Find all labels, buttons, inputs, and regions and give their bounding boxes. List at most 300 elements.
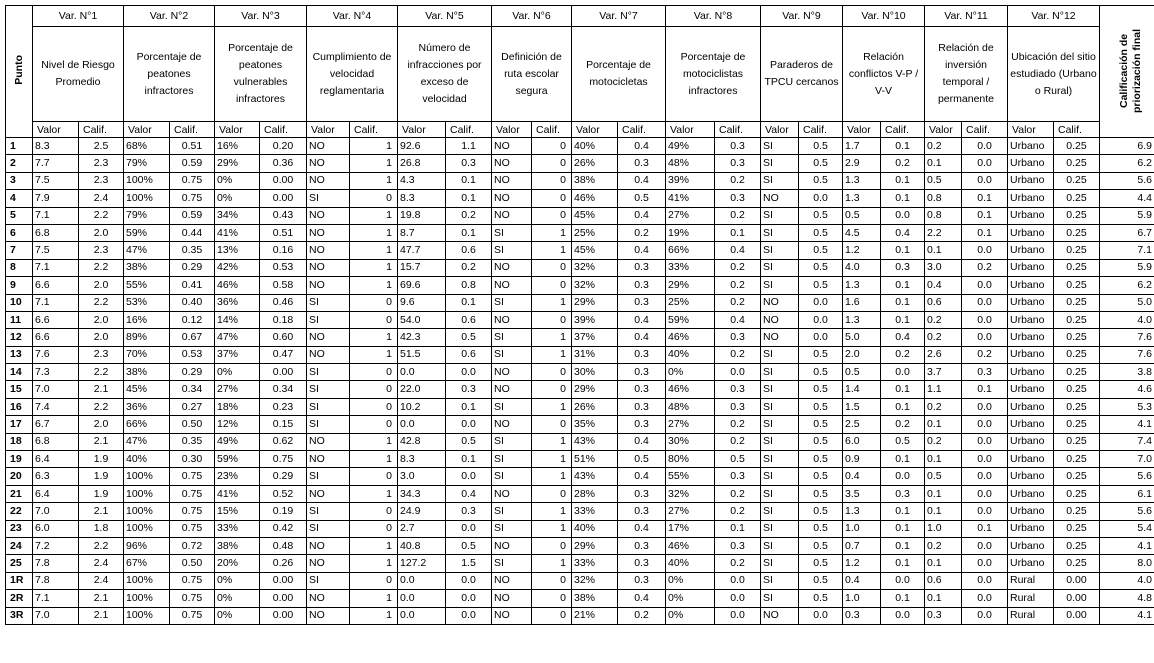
valor-cell: SI (307, 294, 350, 311)
calif-cell: 0 (350, 190, 398, 207)
valor-cell: 1.6 (843, 294, 881, 311)
var-description-8: Porcentaje de motociclistas infractores (666, 27, 761, 122)
valor-cell: 1.4 (843, 381, 881, 398)
valor-subheader: Valor (761, 122, 799, 138)
valor-cell: SI (761, 537, 799, 554)
calif-cell: 0.1 (881, 190, 925, 207)
valor-cell: NO (492, 155, 532, 172)
table-row (6, 590, 1154, 607)
valor-cell: 34.3 (398, 485, 446, 502)
table-row (6, 416, 1154, 433)
valor-cell: SI (761, 259, 799, 276)
var-description-1: Nivel de Riesgo Promedio (33, 27, 124, 122)
calif-cell: 0.5 (799, 537, 843, 554)
valor-cell: 10.2 (398, 398, 446, 415)
calif-cell: 0.5 (881, 433, 925, 450)
calif-cell: 1 (350, 590, 398, 607)
calif-cell: 0.3 (618, 416, 666, 433)
calif-cell: 0 (350, 294, 398, 311)
table-row (6, 398, 1154, 415)
var-header-3: Var. N°3 (215, 6, 307, 27)
punto-cell: 24 (6, 537, 33, 554)
calif-cell: 0.75 (170, 590, 215, 607)
valor-cell: NO (307, 277, 350, 294)
calif-cell: 0.4 (618, 329, 666, 346)
calif-cell: 0 (532, 190, 572, 207)
final-score-cell: 5.6 (1100, 503, 1154, 520)
calif-cell: 0.4 (618, 138, 666, 155)
valor-cell: 1.0 (843, 520, 881, 537)
var-header-6: Var. N°6 (492, 6, 572, 27)
valor-cell: NO (492, 485, 532, 502)
valor-cell: SI (761, 224, 799, 241)
calif-cell: 0.0 (881, 607, 925, 624)
calif-cell: 0.0 (799, 311, 843, 328)
calif-cell: 0.4 (618, 468, 666, 485)
valor-cell: Urbano (1008, 311, 1054, 328)
final-score-cell: 7.4 (1100, 433, 1154, 450)
table-row (6, 224, 1154, 241)
calif-cell: 0.25 (1054, 277, 1100, 294)
valor-cell: NO (307, 485, 350, 502)
var-description-2: Porcentaje de peatones infractores (124, 27, 215, 122)
table-row (6, 329, 1154, 346)
calif-cell: 0.75 (170, 190, 215, 207)
valor-cell: NO (307, 537, 350, 554)
calif-cell: 0.2 (446, 259, 492, 276)
table-row (6, 242, 1154, 259)
calif-cell: 0.25 (1054, 520, 1100, 537)
table-row (6, 311, 1154, 328)
final-score-cell: 7.6 (1100, 346, 1154, 363)
calif-cell: 2.1 (79, 381, 124, 398)
valor-cell: 100% (124, 520, 170, 537)
valor-cell: 39% (572, 311, 618, 328)
valor-cell: SI (761, 590, 799, 607)
var-header-2: Var. N°2 (124, 6, 215, 27)
calif-cell: 0.5 (799, 485, 843, 502)
valor-cell: 0.2 (925, 433, 962, 450)
valor-cell: Urbano (1008, 190, 1054, 207)
calif-cell: 2.1 (79, 503, 124, 520)
valor-cell: 0.8 (925, 207, 962, 224)
calif-cell: 0.8 (446, 277, 492, 294)
table-row (6, 555, 1154, 572)
calif-cell: 0.5 (799, 155, 843, 172)
calif-cell: 0.75 (170, 468, 215, 485)
calif-cell: 2.3 (79, 155, 124, 172)
calif-cell: 0.3 (715, 381, 761, 398)
valor-cell: Urbano (1008, 503, 1054, 520)
punto-cell: 23 (6, 520, 33, 537)
valor-cell: 100% (124, 503, 170, 520)
table-row (6, 607, 1154, 624)
valor-cell: NO (307, 451, 350, 468)
final-score-cell: 3.8 (1100, 364, 1154, 381)
calif-cell: 1 (532, 346, 572, 363)
valor-cell: 0.6 (925, 294, 962, 311)
prioritization-table (5, 5, 1154, 625)
calif-cell: 0.5 (799, 224, 843, 241)
calif-cell: 2.3 (79, 242, 124, 259)
calif-cell: 0.6 (446, 346, 492, 363)
calif-cell: 0.25 (1054, 138, 1100, 155)
final-score-cell: 5.3 (1100, 398, 1154, 415)
valor-cell: 25% (572, 224, 618, 241)
valor-cell: 0.2 (925, 138, 962, 155)
calif-cell: 0.15 (260, 416, 307, 433)
calif-cell: 0.4 (618, 242, 666, 259)
final-score-cell: 7.1 (1100, 242, 1154, 259)
var-header-12: Var. N°12 (1008, 6, 1100, 27)
calif-cell: 0.5 (799, 416, 843, 433)
valor-cell: SI (492, 433, 532, 450)
valor-cell: NO (761, 294, 799, 311)
final-score-cell: 6.2 (1100, 155, 1154, 172)
calif-cell: 0.23 (260, 398, 307, 415)
calif-cell: 0.0 (715, 364, 761, 381)
calif-subheader: Calif. (715, 122, 761, 138)
calif-cell: 0.25 (1054, 555, 1100, 572)
valor-cell: Urbano (1008, 520, 1054, 537)
calif-cell: 0.75 (170, 485, 215, 502)
valor-cell: 34% (215, 207, 260, 224)
calif-cell: 0 (532, 381, 572, 398)
punto-cell: 2R (6, 590, 33, 607)
valor-cell: 47.7 (398, 242, 446, 259)
table-row (6, 485, 1154, 502)
punto-cell: 21 (6, 485, 33, 502)
var-header-7: Var. N°7 (572, 6, 666, 27)
valor-cell: SI (307, 416, 350, 433)
calif-cell: 1 (350, 259, 398, 276)
punto-cell: 14 (6, 364, 33, 381)
punto-cell: 3 (6, 172, 33, 189)
valor-cell: 41% (666, 190, 715, 207)
punto-cell: 2 (6, 155, 33, 172)
var-description-5: Número de infracciones por exceso de velocidad (398, 27, 492, 122)
valor-cell: 0.3 (925, 607, 962, 624)
calif-cell: 0.0 (962, 503, 1008, 520)
final-score-cell: 4.0 (1100, 572, 1154, 589)
calif-subheader: Calif. (618, 122, 666, 138)
valor-cell: 7.3 (33, 364, 79, 381)
valor-cell: 0.0 (398, 590, 446, 607)
valor-cell: 4.3 (398, 172, 446, 189)
valor-cell: NO (307, 155, 350, 172)
calif-cell: 0.1 (446, 172, 492, 189)
punto-cell: 11 (6, 311, 33, 328)
calif-cell: 0.0 (446, 468, 492, 485)
calif-cell: 0.0 (446, 572, 492, 589)
calif-cell: 1.9 (79, 451, 124, 468)
calif-cell: 0.2 (715, 555, 761, 572)
valor-subheader: Valor (307, 122, 350, 138)
calif-cell: 0.2 (881, 346, 925, 363)
valor-cell: 38% (215, 537, 260, 554)
valor-subheader: Valor (33, 122, 79, 138)
calif-cell: 0.0 (962, 398, 1008, 415)
calif-cell: 0.0 (962, 537, 1008, 554)
valor-cell: 0.2 (925, 537, 962, 554)
calif-cell: 0 (350, 416, 398, 433)
table-row (6, 172, 1154, 189)
valor-cell: 1.0 (925, 520, 962, 537)
punto-cell: 1 (6, 138, 33, 155)
valor-cell: NO (761, 329, 799, 346)
calif-cell: 2.0 (79, 277, 124, 294)
punto-cell: 20 (6, 468, 33, 485)
calif-cell: 0.25 (1054, 311, 1100, 328)
calif-cell: 0.3 (618, 381, 666, 398)
calif-cell: 2.2 (79, 259, 124, 276)
calif-cell: 0.5 (618, 190, 666, 207)
calif-cell: 0.3 (618, 346, 666, 363)
punto-cell: 8 (6, 259, 33, 276)
calif-cell: 0.5 (799, 451, 843, 468)
calif-cell: 0.47 (260, 346, 307, 363)
calif-cell: 0.5 (799, 398, 843, 415)
valor-cell: 7.1 (33, 294, 79, 311)
valor-cell: 2.0 (843, 346, 881, 363)
final-score-cell: 8.0 (1100, 555, 1154, 572)
valor-cell: 33% (666, 259, 715, 276)
valor-cell: 36% (215, 294, 260, 311)
calif-cell: 0.2 (618, 224, 666, 241)
calif-cell: 0 (532, 172, 572, 189)
valor-cell: 0.0 (398, 364, 446, 381)
valor-cell: Urbano (1008, 381, 1054, 398)
var-header-11: Var. N°11 (925, 6, 1008, 27)
valor-cell: Urbano (1008, 329, 1054, 346)
valor-cell: 15.7 (398, 259, 446, 276)
valor-cell: 37% (215, 346, 260, 363)
calif-cell: 1 (350, 277, 398, 294)
calif-cell: 0.2 (618, 607, 666, 624)
valor-cell: Urbano (1008, 138, 1054, 155)
punto-cell: 12 (6, 329, 33, 346)
valor-cell: 1.2 (843, 242, 881, 259)
valor-cell: 35% (572, 416, 618, 433)
calif-cell: 0.1 (962, 381, 1008, 398)
calif-cell: 0.72 (170, 537, 215, 554)
calif-cell: 0.5 (799, 520, 843, 537)
valor-cell: 42.8 (398, 433, 446, 450)
valor-cell: 41% (215, 224, 260, 241)
calif-cell: 0.0 (962, 590, 1008, 607)
calif-cell: 0.29 (170, 259, 215, 276)
valor-cell: 0% (215, 590, 260, 607)
calif-cell: 0.59 (170, 207, 215, 224)
table-row (6, 259, 1154, 276)
calif-cell: 0.2 (881, 155, 925, 172)
valor-cell: 6.7 (33, 416, 79, 433)
punto-header-label: Punto (13, 55, 25, 85)
valor-cell: Rural (1008, 572, 1054, 589)
valor-cell: 6.6 (33, 277, 79, 294)
valor-cell: 7.7 (33, 155, 79, 172)
calif-cell: 0.44 (170, 224, 215, 241)
valor-cell: 0% (666, 607, 715, 624)
valor-cell: 3.5 (843, 485, 881, 502)
valor-cell: 46% (666, 329, 715, 346)
calif-subheader: Calif. (446, 122, 492, 138)
calif-cell: 0.75 (260, 451, 307, 468)
calif-cell: 0.5 (799, 590, 843, 607)
valor-cell: 51% (572, 451, 618, 468)
valor-cell: NO (307, 242, 350, 259)
calif-cell: 0.3 (715, 155, 761, 172)
valor-cell: 23% (215, 468, 260, 485)
valor-subheader: Valor (124, 122, 170, 138)
valor-cell: 0.0 (398, 607, 446, 624)
punto-cell: 16 (6, 398, 33, 415)
valor-cell: 59% (666, 311, 715, 328)
calif-cell: 0.0 (962, 416, 1008, 433)
calif-cell: 0.00 (260, 607, 307, 624)
valor-cell: SI (761, 138, 799, 155)
calif-cell: 0.3 (715, 537, 761, 554)
valor-cell: SI (307, 311, 350, 328)
valor-cell: 8.7 (398, 224, 446, 241)
valor-cell: 40% (666, 555, 715, 572)
calif-cell: 2.3 (79, 346, 124, 363)
valor-cell: 47% (124, 242, 170, 259)
valor-cell: 6.3 (33, 468, 79, 485)
calif-cell: 0.3 (618, 503, 666, 520)
calif-cell: 2.4 (79, 572, 124, 589)
calif-cell: 1 (350, 607, 398, 624)
calif-cell: 0.5 (799, 259, 843, 276)
calif-cell: 0.2 (715, 172, 761, 189)
valor-cell: SI (492, 346, 532, 363)
calif-cell: 2.0 (79, 311, 124, 328)
calif-cell: 0.1 (881, 451, 925, 468)
valor-cell: Urbano (1008, 364, 1054, 381)
valor-cell: 59% (215, 451, 260, 468)
valor-cell: 66% (666, 242, 715, 259)
valor-cell: 67% (124, 555, 170, 572)
valor-cell: SI (492, 468, 532, 485)
valor-cell: 6.0 (33, 520, 79, 537)
valor-cell: SI (307, 468, 350, 485)
valor-cell: 38% (124, 364, 170, 381)
valor-cell: 7.5 (33, 242, 79, 259)
valor-cell: 6.6 (33, 311, 79, 328)
valor-cell: NO (761, 190, 799, 207)
valor-cell: 13% (215, 242, 260, 259)
calif-cell: 0.5 (799, 555, 843, 572)
calif-cell: 2.1 (79, 433, 124, 450)
valor-cell: 0.1 (925, 451, 962, 468)
calif-cell: 2.0 (79, 416, 124, 433)
calif-cell: 1 (350, 433, 398, 450)
valor-cell: NO (307, 172, 350, 189)
valor-cell: 27% (666, 207, 715, 224)
calif-cell: 1 (532, 433, 572, 450)
calif-cell: 0.5 (799, 433, 843, 450)
valor-cell: Urbano (1008, 485, 1054, 502)
calif-cell: 0.1 (881, 503, 925, 520)
valor-cell: Urbano (1008, 346, 1054, 363)
calif-cell: 0.0 (715, 607, 761, 624)
valor-cell: SI (307, 190, 350, 207)
calif-subheader: Calif. (170, 122, 215, 138)
calif-cell: 0.75 (170, 607, 215, 624)
calif-cell: 0.3 (881, 259, 925, 276)
calif-cell: 0.48 (260, 537, 307, 554)
final-score-cell: 4.8 (1100, 590, 1154, 607)
valor-cell: SI (307, 364, 350, 381)
valor-cell: 6.6 (33, 329, 79, 346)
valor-cell: 21% (572, 607, 618, 624)
calif-cell: 0 (532, 207, 572, 224)
valor-cell: SI (761, 468, 799, 485)
valor-cell: 66% (124, 416, 170, 433)
calif-subheader: Calif. (260, 122, 307, 138)
valor-cell: 45% (124, 381, 170, 398)
valor-cell: 0.1 (925, 590, 962, 607)
valor-cell: 0% (215, 572, 260, 589)
calif-cell: 0.53 (170, 346, 215, 363)
var-description-3: Porcentaje de peatones vulnerables infractores (215, 27, 307, 122)
valor-cell: 7.2 (33, 537, 79, 554)
valor-cell: SI (307, 381, 350, 398)
valor-cell: 38% (572, 172, 618, 189)
valor-cell: NO (492, 364, 532, 381)
valor-cell: Urbano (1008, 277, 1054, 294)
calif-cell: 0.5 (446, 329, 492, 346)
valor-cell: Urbano (1008, 155, 1054, 172)
valor-cell: 7.1 (33, 207, 79, 224)
calif-cell: 0.0 (446, 416, 492, 433)
calif-cell: 2.5 (79, 138, 124, 155)
valor-cell: SI (761, 485, 799, 502)
punto-cell: 10 (6, 294, 33, 311)
calif-cell: 0.3 (618, 259, 666, 276)
valor-cell: 2.5 (843, 416, 881, 433)
valor-cell: 0.4 (925, 277, 962, 294)
valor-cell: SI (761, 381, 799, 398)
calif-cell: 0.3 (618, 572, 666, 589)
valor-cell: 1.1 (925, 381, 962, 398)
var-header-8: Var. N°8 (666, 6, 761, 27)
valor-cell: 31% (572, 346, 618, 363)
valor-cell: NO (307, 433, 350, 450)
calif-cell: 0.0 (881, 572, 925, 589)
calif-cell: 0.4 (618, 207, 666, 224)
calif-cell: 1 (532, 224, 572, 241)
valor-cell: 59% (124, 224, 170, 241)
calif-cell: 0 (350, 364, 398, 381)
calif-cell: 0.1 (881, 172, 925, 189)
punto-cell: 5 (6, 207, 33, 224)
valor-cell: Rural (1008, 607, 1054, 624)
calif-cell: 0 (350, 520, 398, 537)
valor-cell: NO (307, 138, 350, 155)
calif-cell: 2.4 (79, 555, 124, 572)
calif-cell: 0 (532, 138, 572, 155)
valor-cell: 0.5 (925, 468, 962, 485)
valor-cell: 47% (215, 329, 260, 346)
valor-cell: 45% (572, 242, 618, 259)
valor-cell: 3.0 (398, 468, 446, 485)
calif-cell: 0.6 (446, 311, 492, 328)
calif-cell: 1.5 (446, 555, 492, 572)
valor-cell: NO (307, 607, 350, 624)
final-score-cell: 5.4 (1100, 520, 1154, 537)
calif-cell: 0.25 (1054, 398, 1100, 415)
